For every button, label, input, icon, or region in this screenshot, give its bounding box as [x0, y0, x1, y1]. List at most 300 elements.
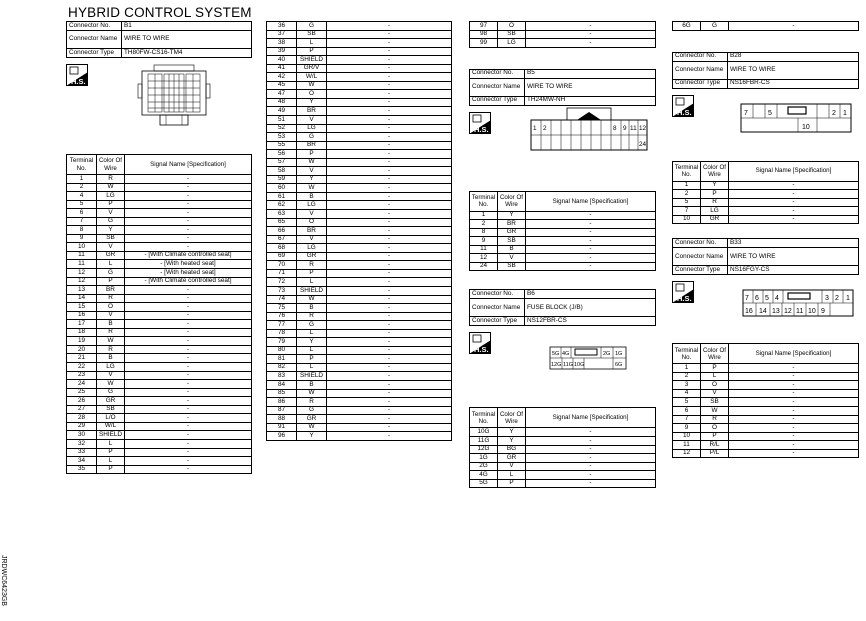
- table-row: [67, 243, 252, 252]
- terminal-cell: 74: [267, 295, 297, 304]
- signal-cell: -: [327, 398, 452, 407]
- table-row: [67, 320, 252, 329]
- table-row: [673, 207, 859, 216]
- terminal-cell: 40: [267, 56, 297, 65]
- label-connector-name: Connector Name: [67, 31, 122, 49]
- connector-b1-continued-table: [266, 21, 452, 441]
- connector-b33-info: [672, 238, 859, 275]
- signal-cell: -: [327, 64, 452, 73]
- terminal-cell: 11: [67, 260, 97, 269]
- wire-color-cell: W: [97, 183, 125, 192]
- table-row: [67, 448, 252, 457]
- signal-cell: -: [327, 406, 452, 415]
- wire-color-cell: P: [297, 269, 327, 278]
- wire-color-cell: Y: [297, 338, 327, 347]
- connector-type-value: NS12FBR-CS: [525, 317, 656, 326]
- signal-cell: -: [327, 133, 452, 142]
- terminal-cell: 82: [267, 363, 297, 372]
- wire-color-cell: G: [97, 217, 125, 226]
- wire-color-cell: P: [97, 448, 125, 457]
- wire-color-cell: O: [701, 381, 729, 390]
- terminal-cell: 41: [267, 64, 297, 73]
- wire-color-cell: B: [297, 304, 327, 313]
- table-row: [67, 209, 252, 218]
- table-row: [673, 364, 859, 373]
- terminal-cell: 1: [470, 211, 498, 220]
- terminal-cell: 20: [67, 345, 97, 354]
- hs-label: H.S.: [474, 124, 489, 134]
- terminal-cell: 97: [470, 22, 498, 31]
- b33-pin-11: 11: [796, 308, 804, 316]
- terminal-cell: 91: [267, 423, 297, 432]
- wire-color-cell: R: [701, 415, 729, 424]
- wire-color-cell: SB: [701, 398, 729, 407]
- wire-color-cell: BR: [97, 286, 125, 295]
- table-row: [67, 380, 252, 389]
- b33-pin-7: 7: [745, 295, 749, 303]
- signal-cell: -: [327, 235, 452, 244]
- terminal-cell: 12G: [470, 445, 498, 454]
- wire-color-cell: G: [297, 22, 327, 31]
- label-connector-no: Connector No.: [673, 52, 728, 61]
- terminal-cell: 53: [267, 133, 297, 142]
- table-row: [267, 158, 452, 167]
- wire-color-cell: B: [498, 245, 526, 254]
- terminal-cell: 30: [67, 431, 97, 440]
- signal-cell: -: [729, 424, 859, 433]
- terminal-cell: 12: [67, 277, 97, 286]
- terminal-cell: 39: [267, 47, 297, 56]
- b6-pin-10g: 10G: [574, 362, 585, 369]
- signal-cell: -: [526, 445, 656, 454]
- wire-color-cell: O: [97, 303, 125, 312]
- wire-color-cell: L: [701, 372, 729, 381]
- signal-cell: -: [327, 278, 452, 287]
- terminal-cell: 15: [67, 303, 97, 312]
- hs-icon: [672, 281, 694, 303]
- header-color: Color Of Wire: [498, 191, 526, 211]
- terminal-cell: 1: [67, 175, 97, 184]
- terminal-cell: 52: [267, 124, 297, 133]
- wire-color-cell: R: [297, 398, 327, 407]
- terminal-cell: 5G: [470, 479, 498, 488]
- terminal-cell: 83: [267, 372, 297, 381]
- wire-color-cell: G: [297, 133, 327, 142]
- wire-color-cell: P: [97, 200, 125, 209]
- terminal-cell: 6: [67, 209, 97, 218]
- wire-color-cell: V: [97, 371, 125, 380]
- connector-no-value: B5: [525, 69, 656, 78]
- wire-color-cell: L: [97, 457, 125, 466]
- header-signal: Signal Name [Specification]: [526, 408, 656, 428]
- wire-color-cell: P: [97, 465, 125, 474]
- table-row: [67, 345, 252, 354]
- table-row: [267, 175, 452, 184]
- terminal-cell: 6G: [673, 22, 701, 31]
- wire-color-cell: GR: [97, 397, 125, 406]
- terminal-cell: 12: [673, 449, 701, 458]
- table-row: [267, 150, 452, 159]
- terminal-cell: 88: [267, 415, 297, 424]
- table-row: [67, 457, 252, 466]
- wire-color-cell: V: [97, 209, 125, 218]
- terminal-cell: 1: [673, 364, 701, 373]
- table-row: [67, 234, 252, 243]
- terminal-cell: 2: [67, 183, 97, 192]
- table-row: [267, 346, 452, 355]
- wire-color-cell: G: [297, 321, 327, 330]
- signal-cell: -: [327, 192, 452, 201]
- signal-cell: -: [327, 81, 452, 90]
- table-row: [673, 215, 859, 224]
- terminal-cell: 72: [267, 278, 297, 287]
- table-row: [673, 190, 859, 199]
- connector-no-value: B28: [728, 52, 859, 61]
- table-row: [67, 431, 252, 440]
- signal-cell: -: [125, 234, 252, 243]
- table-row: [267, 141, 452, 150]
- terminal-cell: 66: [267, 227, 297, 236]
- table-row: [67, 363, 252, 372]
- table-row: [267, 380, 452, 389]
- wire-color-cell: W: [297, 295, 327, 304]
- wire-color-cell: SB: [498, 237, 526, 246]
- signal-cell: -: [526, 462, 656, 471]
- table-row: [470, 30, 656, 39]
- b5-pin-9: 9: [623, 124, 627, 132]
- wire-color-cell: L: [97, 260, 125, 269]
- signal-cell: -: [526, 254, 656, 263]
- connector-b5-info: [469, 69, 656, 106]
- wire-color-cell: Y: [498, 437, 526, 446]
- signal-cell: -: [125, 209, 252, 218]
- header-signal: Signal Name [Specification]: [125, 155, 252, 175]
- table-row: [470, 22, 656, 31]
- table-row: [67, 311, 252, 320]
- table-row: [67, 269, 252, 278]
- wire-color-cell: G: [297, 406, 327, 415]
- signal-cell: -: [327, 389, 452, 398]
- terminal-cell: 68: [267, 244, 297, 253]
- b33-pin-6: 6: [755, 295, 759, 303]
- table-row: [470, 479, 656, 488]
- signal-cell: -: [526, 237, 656, 246]
- b5-pin-1: 1: [533, 124, 537, 132]
- table-row: [267, 192, 452, 201]
- wire-color-cell: LG: [297, 201, 327, 210]
- terminal-cell: 11G: [470, 437, 498, 446]
- wire-color-cell: V: [701, 389, 729, 398]
- terminal-cell: 16: [67, 311, 97, 320]
- b33-pin-3: 3: [825, 295, 829, 303]
- connector-type-value: NS16FGY-CS: [728, 266, 859, 275]
- label-connector-no: Connector No.: [67, 22, 122, 31]
- wire-color-cell: GR: [297, 252, 327, 261]
- b6-pin-4g: 4G: [562, 351, 570, 358]
- wire-color-cell: GR/V: [297, 64, 327, 73]
- terminal-cell: 70: [267, 261, 297, 270]
- table-row: [267, 261, 452, 270]
- header-color: Color Of Wire: [701, 161, 729, 181]
- signal-cell: -: [125, 457, 252, 466]
- connector-b6-face-diagram: [549, 346, 627, 370]
- terminal-cell: 5: [673, 198, 701, 207]
- terminal-cell: 9: [470, 237, 498, 246]
- terminal-cell: 4: [67, 192, 97, 201]
- hs-icon: [66, 64, 88, 86]
- table-row: [673, 407, 859, 416]
- table-row: [267, 73, 452, 82]
- b33-pin-13: 13: [772, 308, 780, 316]
- label-connector-type: Connector Type: [673, 266, 728, 275]
- signal-cell: -: [125, 422, 252, 431]
- figure-code: [0, 555, 12, 611]
- signal-cell: -: [729, 364, 859, 373]
- b6-pin-6g: 6G: [615, 362, 623, 369]
- terminal-cell: 17: [67, 320, 97, 329]
- b6-pin-5g: 5G: [552, 351, 560, 358]
- b33-pin-9: 9: [821, 308, 825, 316]
- table-row: [267, 406, 452, 415]
- b5-pin-24: 24: [639, 140, 647, 148]
- signal-cell: -: [125, 183, 252, 192]
- label-connector-no: Connector No.: [470, 290, 525, 299]
- table-row: [673, 449, 859, 458]
- terminal-cell: 76: [267, 312, 297, 321]
- wire-color-cell: V: [297, 167, 327, 176]
- wire-color-cell: SB: [297, 30, 327, 39]
- signal-cell: -: [125, 286, 252, 295]
- header-terminal: Terminal No.: [673, 161, 701, 181]
- table-row: [267, 269, 452, 278]
- terminal-cell: 6: [673, 407, 701, 416]
- table-row: [267, 295, 452, 304]
- b33-pin-16: 16: [745, 308, 753, 316]
- terminal-cell: 59: [267, 175, 297, 184]
- terminal-cell: 1G: [470, 454, 498, 463]
- signal-cell: -: [729, 449, 859, 458]
- table-row: [267, 184, 452, 193]
- table-row: [267, 227, 452, 236]
- wire-color-cell: LG: [97, 192, 125, 201]
- signal-cell: -: [125, 354, 252, 363]
- terminal-cell: 4G: [470, 471, 498, 480]
- wire-color-cell: LG: [701, 207, 729, 216]
- signal-cell: -: [327, 286, 452, 295]
- connector-no-value: B6: [525, 290, 656, 299]
- hs-label: H.S.: [677, 107, 692, 117]
- signal-cell: -: [526, 262, 656, 271]
- wire-color-cell: R: [97, 175, 125, 184]
- table-row: [267, 329, 452, 338]
- signal-cell: -: [327, 415, 452, 424]
- terminal-cell: 24: [470, 262, 498, 271]
- connector-type-value: TH80FW-CS16-TM4: [122, 49, 252, 58]
- connector-name-value: WIRE TO WIRE: [728, 61, 859, 79]
- table-row: [470, 39, 656, 48]
- table-row: [267, 64, 452, 73]
- signal-cell: -: [327, 201, 452, 210]
- terminal-cell: 86: [267, 398, 297, 407]
- table-row: [673, 22, 859, 31]
- connector-b6-info: [469, 289, 656, 326]
- connector-type-value: NS16FBR-CS: [728, 79, 859, 88]
- wire-color-cell: L: [297, 39, 327, 48]
- b5-pin-8: 8: [613, 124, 617, 132]
- b33-pin-5: 5: [765, 295, 769, 303]
- b28-pin-2: 2: [832, 109, 836, 117]
- wire-color-cell: SB: [97, 234, 125, 243]
- label-connector-type: Connector Type: [470, 96, 525, 105]
- connector-name-value: WIRE TO WIRE: [525, 78, 656, 96]
- terminal-cell: 19: [67, 337, 97, 346]
- wire-color-cell: Y: [297, 432, 327, 441]
- wire-color-cell: Y: [97, 226, 125, 235]
- terminal-cell: 69: [267, 252, 297, 261]
- table-row: [673, 381, 859, 390]
- signal-cell: -: [729, 407, 859, 416]
- wire-color-cell: V: [97, 243, 125, 252]
- signal-cell: - [With Climate controlled seat]: [125, 277, 252, 286]
- table-row: [67, 251, 252, 260]
- wire-color-cell: SHIELD: [297, 286, 327, 295]
- connector-no-value: B33: [728, 239, 859, 248]
- signal-cell: -: [526, 437, 656, 446]
- label-connector-name: Connector Name: [470, 299, 525, 317]
- table-row: [673, 389, 859, 398]
- wire-color-cell: GR: [498, 228, 526, 237]
- signal-cell: -: [125, 320, 252, 329]
- terminal-cell: 7: [673, 415, 701, 424]
- wire-color-cell: L: [297, 278, 327, 287]
- wire-color-cell: LG: [297, 124, 327, 133]
- terminal-cell: 37: [267, 30, 297, 39]
- table-row: [470, 237, 656, 246]
- signal-cell: -: [327, 150, 452, 159]
- terminal-cell: 28: [67, 414, 97, 423]
- wire-color-cell: SHIELD: [97, 431, 125, 440]
- terminal-cell: 77: [267, 321, 297, 330]
- terminal-cell: 96: [267, 432, 297, 441]
- signal-cell: -: [125, 294, 252, 303]
- terminal-cell: 67: [267, 235, 297, 244]
- wire-color-cell: P: [701, 432, 729, 441]
- b5-pin-2: 2: [543, 124, 547, 132]
- wire-color-cell: Y: [297, 175, 327, 184]
- signal-cell: -: [327, 252, 452, 261]
- wire-color-cell: BR: [297, 141, 327, 150]
- b6-pin-1g: 1G: [615, 351, 623, 358]
- terminal-cell: 4: [673, 389, 701, 398]
- terminal-cell: 87: [267, 406, 297, 415]
- b6-pin-2g: 2G: [603, 351, 611, 358]
- terminal-cell: 10G: [470, 428, 498, 437]
- table-row: [267, 22, 452, 31]
- table-row: [67, 294, 252, 303]
- wire-color-cell: GR: [498, 454, 526, 463]
- terminal-cell: 49: [267, 107, 297, 116]
- terminal-cell: 58: [267, 167, 297, 176]
- table-row: [67, 397, 252, 406]
- table-row: [267, 81, 452, 90]
- wire-color-cell: P/L: [701, 449, 729, 458]
- header-signal: Signal Name [Specification]: [729, 344, 859, 364]
- signal-cell: -: [729, 441, 859, 450]
- terminal-cell: 56: [267, 150, 297, 159]
- connector-b5-pin-table: [469, 191, 656, 272]
- b33-pin-4: 4: [775, 295, 779, 303]
- b6-pin-11g: 11G: [563, 362, 573, 369]
- wire-color-cell: V: [498, 254, 526, 263]
- table-row: [673, 198, 859, 207]
- connector-b1-face-diagram: [136, 64, 212, 128]
- signal-cell: -: [327, 372, 452, 381]
- header-signal: Signal Name [Specification]: [729, 161, 859, 181]
- wire-color-cell: SB: [498, 30, 526, 39]
- table-row: [673, 441, 859, 450]
- connector-name-value: WIRE TO WIRE: [728, 248, 859, 266]
- table-row: [267, 389, 452, 398]
- terminal-cell: 2: [673, 190, 701, 199]
- terminal-cell: 61: [267, 192, 297, 201]
- wire-color-cell: V: [297, 116, 327, 125]
- signal-cell: -: [125, 414, 252, 423]
- table-row: [267, 338, 452, 347]
- wire-color-cell: LG: [97, 363, 125, 372]
- page-title: HYBRID CONTROL SYSTEM: [68, 5, 252, 20]
- signal-cell: -: [327, 355, 452, 364]
- signal-cell: -: [526, 30, 656, 39]
- terminal-cell: 14: [67, 294, 97, 303]
- connector-b1-pin-table: [66, 154, 252, 474]
- signal-cell: -: [327, 167, 452, 176]
- connector-b1-column: [66, 21, 252, 474]
- terminal-cell: 12: [67, 269, 97, 278]
- signal-cell: -: [125, 431, 252, 440]
- connector-name-value: WIRE TO WIRE: [122, 31, 252, 49]
- table-row: [67, 183, 252, 192]
- table-row: [267, 355, 452, 364]
- table-row: [67, 422, 252, 431]
- b6-pin-12g: 12G: [551, 362, 562, 369]
- header-signal: Signal Name [Specification]: [526, 191, 656, 211]
- table-row: [267, 167, 452, 176]
- table-row: [267, 244, 452, 253]
- wire-color-cell: V: [97, 311, 125, 320]
- terminal-cell: 80: [267, 346, 297, 355]
- signal-cell: -: [526, 479, 656, 488]
- signal-cell: -: [125, 192, 252, 201]
- terminal-cell: 12: [470, 254, 498, 263]
- signal-cell: -: [125, 217, 252, 226]
- connector-b28-pin-table: [672, 161, 859, 225]
- terminal-cell: 3: [673, 381, 701, 390]
- terminal-cell: 18: [67, 328, 97, 337]
- connector-b5-b6-column: [469, 21, 656, 488]
- signal-cell: -: [327, 175, 452, 184]
- wire-color-cell: L: [297, 329, 327, 338]
- signal-cell: -: [327, 380, 452, 389]
- wire-color-cell: BR: [297, 227, 327, 236]
- signal-cell: -: [327, 304, 452, 313]
- signal-cell: -: [125, 448, 252, 457]
- figure-code-text: JRDWC6423GB: [0, 555, 7, 606]
- signal-cell: -: [729, 190, 859, 199]
- wire-color-cell: W: [297, 81, 327, 90]
- header-terminal: Terminal No.: [67, 155, 97, 175]
- wire-color-cell: BR: [498, 220, 526, 229]
- wire-color-cell: V: [498, 462, 526, 471]
